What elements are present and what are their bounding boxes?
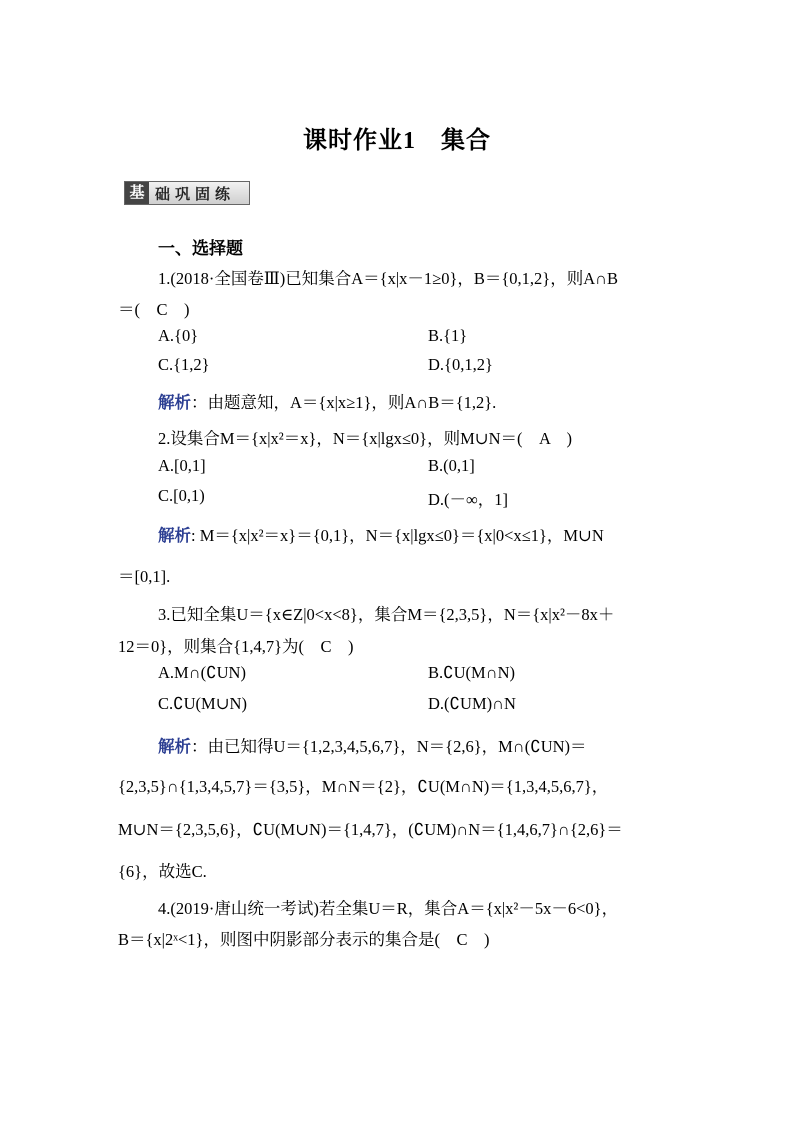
section-heading: 一、选择题 (158, 239, 243, 258)
q1-option-a: A.{0} (158, 326, 199, 345)
page-title: 课时作业1 集合 (303, 128, 491, 154)
q1-option-c: C.{1,2} (158, 355, 210, 374)
q1-solution-label: 解析 (158, 393, 191, 412)
q1-option-d: D.{0,1,2} (428, 355, 493, 374)
q3-stem-line2: 12＝0}，则集合{1,4,7}为( C ) (118, 637, 354, 656)
q2-solution-text: : M＝{x|x²＝x}＝{0,1}，N＝{x|lgx≤0}＝{x|0<x≤1}，M∪N (191, 526, 604, 545)
q3-option-a: A.M∩(∁UN) (158, 663, 246, 682)
q1-stem-line1: 1.(2018·全国卷Ⅲ)已知集合A＝{x|x－1≥0}，B＝{0,1,2}，则A∩B (158, 269, 619, 288)
q4-stem-line1: 4.(2019·唐山统一考试)若全集U＝R，集合A＝{x|x²－5x－6<0}， (158, 899, 619, 918)
q3-stem-line1: 3.已知全集U＝{x∈Z|0<x<8}，集合M＝{2,3,5}，N＝{x|x²－8x＋ (158, 605, 615, 624)
q3-solution-label: 解析 (158, 737, 191, 756)
q3-solution-line1 (158, 733, 587, 757)
q1-stem-line2: ＝( C ) (118, 300, 190, 319)
q1-option-b: B.{1} (428, 326, 468, 345)
q2-option-a: A.[0,1] (158, 456, 206, 475)
badge-label: 础巩固练 (155, 186, 236, 203)
q3-solution-line2: {2,3,5}∩{1,3,4,5,7}＝{3,5}，M∩N＝{2}，∁U(M∩N)＝{1,3,4,5,6,7}， (118, 777, 609, 796)
q3-option-d: D.(∁UM)∩N (428, 694, 516, 713)
q2-solution-line1 (158, 522, 604, 546)
q2-stem: 2.设集合M＝{x|x²＝x}，N＝{x|lgx≤0}，则M∪N＝( A ) (158, 429, 572, 448)
q1-solution-text: ：由题意知，A＝{x|x≥1}，则A∩B＝{1,2}. (191, 393, 497, 412)
q4-stem-line2: B＝{x|2ˣ<1}，则图中阴影部分表示的集合是( C ) (118, 930, 490, 949)
q3-solution-line3: M∪N＝{2,3,5,6}，∁U(M∪N)＝{1,4,7}，(∁UM)∩N＝{1,4,6,7}∩{2,6}＝ (118, 820, 623, 839)
q2-solution-line2: ＝[0,1]. (118, 567, 171, 586)
q3-solution-text: ：由已知得U＝{1,2,3,4,5,6,7}，N＝{2,6}，M∩(∁UN)＝ (191, 737, 587, 756)
q2-option-d: D.(－∞，1] (428, 490, 509, 509)
section-badge (124, 181, 250, 205)
q2-option-c: C.[0,1) (158, 486, 205, 505)
q1-solution (158, 389, 496, 413)
q3-solution-line4: {6}，故选C. (118, 862, 207, 881)
q2-solution-label: 解析 (158, 526, 191, 545)
q3-option-b: B.∁U(M∩N) (428, 663, 516, 682)
q3-option-c: C.∁U(M∪N) (158, 694, 247, 713)
q2-option-b: B.(0,1] (428, 456, 475, 475)
badge-first-char: 基 (125, 182, 149, 204)
